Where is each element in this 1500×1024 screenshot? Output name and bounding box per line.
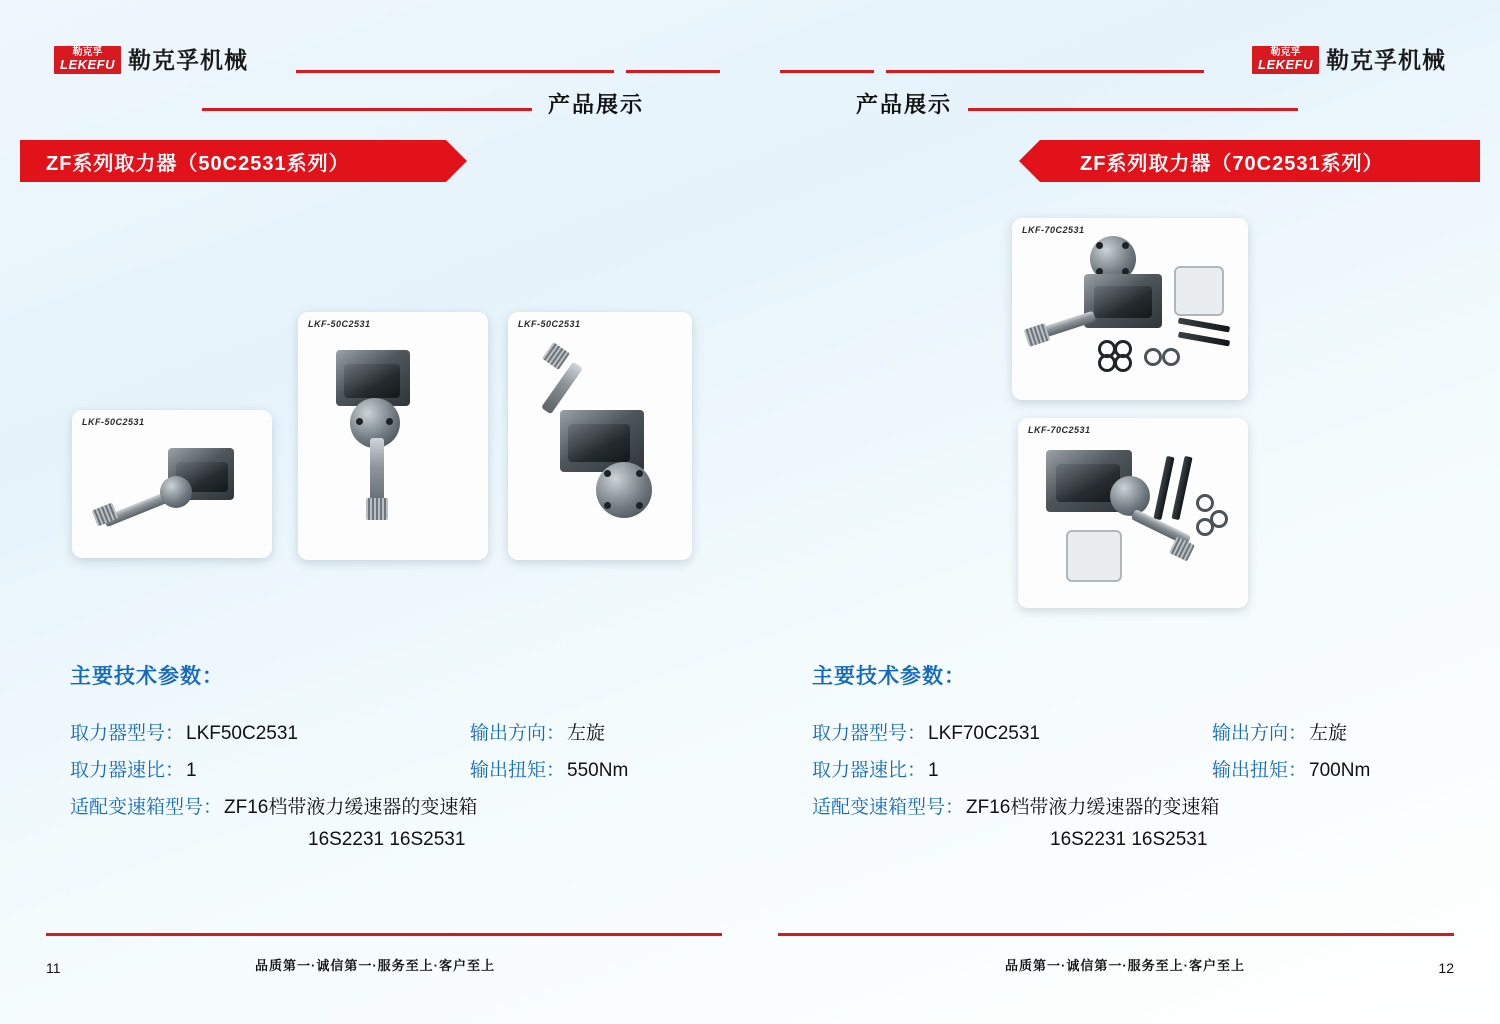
series-ribbon-right <box>1040 140 1480 182</box>
spec-label-direction-right: 输出方向： <box>1212 723 1308 744</box>
spec-value-model-right: LKF70C2531 <box>928 723 1040 744</box>
footer-slogan-right: 品质第一·诚信第一·服务至上·客户至上 <box>1005 958 1245 973</box>
footer-rule-right <box>778 933 1454 936</box>
product-photo-5-art <box>1018 418 1248 608</box>
spec-label-direction-left: 输出方向： <box>470 723 566 744</box>
product-photo-4-code: LKF-70C2531 <box>1022 225 1085 235</box>
brand-logo-mark-right <box>1252 46 1319 74</box>
spec-value-ratio-left: 1 <box>186 760 197 781</box>
spec-value-ratio-right: 1 <box>928 760 939 781</box>
spec-label-torque-right: 输出扭矩： <box>1212 760 1308 781</box>
specs-title-left: 主要技术参数： <box>70 665 224 688</box>
spec-label-ratio-right: 取力器速比： <box>812 760 927 781</box>
spec-value-gearbox-right: ZF16档带液力缓速器的变速箱 <box>966 797 1220 818</box>
page-number-left: 11 <box>46 960 61 976</box>
product-photo-5-code: LKF-70C2531 <box>1028 425 1091 435</box>
spec-label-torque-left: 输出扭矩： <box>470 760 566 781</box>
spec-value-torque-right: 700Nm <box>1309 760 1371 781</box>
header-rule-b-right <box>780 70 874 73</box>
page-header-right <box>778 0 1454 117</box>
footer-rule-left <box>46 933 722 936</box>
spec-value-gearbox-models-left: 16S2231 16S2531 <box>308 829 466 850</box>
product-photo-3-art <box>508 312 692 560</box>
spec-label-model-right: 取力器型号： <box>812 723 927 744</box>
spec-row-ratio-right <box>812 755 1460 782</box>
brand-logo-right <box>1252 46 1446 74</box>
brand-logo-left <box>54 46 248 74</box>
series-ribbon-left <box>20 140 446 182</box>
page-number-right: 12 <box>1438 960 1454 976</box>
spec-value-model-left: LKF50C2531 <box>186 723 298 744</box>
series-ribbon-label-right: ZF系列取力器（70C2531系列） <box>1080 152 1384 175</box>
section-title-rule-left <box>202 108 532 111</box>
brand-name-right: 勒克孚机械 <box>1326 47 1446 73</box>
spec-value-gearbox-left: ZF16档带液力缓速器的变速箱 <box>224 797 478 818</box>
product-photo-2-art <box>298 312 488 560</box>
product-photo-3 <box>508 312 692 560</box>
spec-label-gearbox-right: 适配变速箱型号： <box>812 797 965 818</box>
spec-label-model-left: 取力器型号： <box>70 723 185 744</box>
brand-name-left: 勒克孚机械 <box>128 47 248 73</box>
section-title-left: 产品展示 <box>547 92 644 117</box>
header-rule-a-right <box>886 70 1204 73</box>
spec-row-ratio-left <box>70 755 710 782</box>
header-rule-b-left <box>626 70 720 73</box>
spec-row-model-left <box>70 718 710 745</box>
section-title-rule-right <box>968 108 1298 111</box>
spec-row-gearbox-left <box>70 792 710 819</box>
specs-left <box>70 660 710 851</box>
product-photo-4 <box>1012 218 1248 400</box>
brand-logo-mark-cn-right: 勒克孚 <box>1270 47 1301 58</box>
brand-logo-mark-cn: 勒克孚 <box>72 47 103 58</box>
series-ribbon-label-left: ZF系列取力器（50C2531系列） <box>46 152 350 175</box>
product-photo-3-code: LKF-50C2531 <box>518 319 581 329</box>
spec-label-ratio-left: 取力器速比： <box>70 760 185 781</box>
spec-row-model-right <box>812 718 1460 745</box>
spec-row-gearbox-right <box>812 792 1460 819</box>
product-photo-5 <box>1018 418 1248 608</box>
brand-logo-mark-en: LEKEFU <box>60 57 115 72</box>
specs-right <box>812 660 1460 851</box>
product-photo-1 <box>72 410 272 558</box>
spec-value-torque-left: 550Nm <box>567 760 629 781</box>
spec-value-direction-left: 左旋 <box>567 723 606 744</box>
spec-value-gearbox-models-right: 16S2231 16S2531 <box>1050 829 1208 850</box>
product-photo-1-code: LKF-50C2531 <box>82 417 145 427</box>
product-photo-4-art <box>1012 218 1248 400</box>
product-photo-2-code: LKF-50C2531 <box>308 319 371 329</box>
specs-title-right: 主要技术参数： <box>812 665 966 688</box>
spec-label-gearbox-left: 适配变速箱型号： <box>70 797 223 818</box>
page-right <box>750 0 1500 1024</box>
brand-logo-mark-en-right: LEKEFU <box>1258 57 1313 72</box>
section-title-right: 产品展示 <box>856 92 953 117</box>
spec-value-direction-right: 左旋 <box>1309 723 1348 744</box>
header-rule-a-left <box>296 70 614 73</box>
footer-slogan-left: 品质第一·诚信第一·服务至上·客户至上 <box>255 958 495 973</box>
page-header-left <box>46 0 722 117</box>
product-photo-1-art <box>72 410 272 558</box>
brand-logo-mark <box>54 46 121 74</box>
product-photo-2 <box>298 312 488 560</box>
